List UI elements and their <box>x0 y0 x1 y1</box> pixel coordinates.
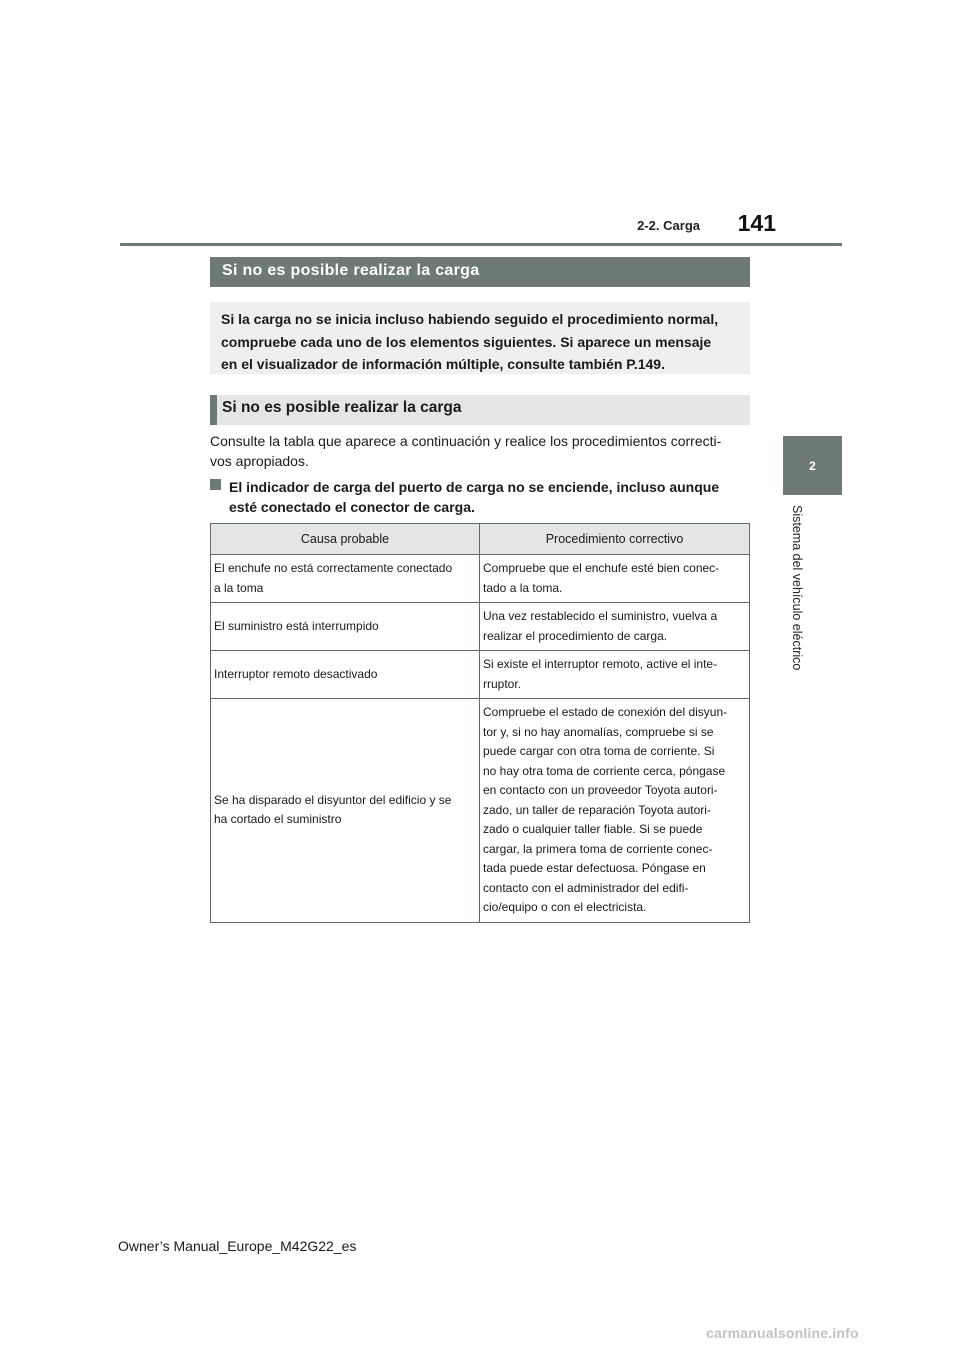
body-line: vos apropiados. <box>210 453 309 469</box>
cell-line: contacto con el administrador del edifi- <box>483 880 689 895</box>
intro-line: compruebe cada uno de los elementos siguientes. Si aparece un mensaje <box>221 333 712 350</box>
body-line: Consulte la tabla que aparece a continuación y realice los procedimientos correcti- <box>210 433 722 449</box>
table-row <box>211 699 750 923</box>
remedy-cell <box>480 603 750 651</box>
body-paragraph <box>210 431 755 471</box>
cell-line: Compruebe el estado de conexión del disyun- <box>483 705 728 719</box>
cell-line: rruptor. <box>483 676 522 691</box>
subheading-accent <box>210 395 217 425</box>
bullet-line: esté conectado el conector de carga. <box>229 499 475 515</box>
cell-line: ha cortado el suministro <box>214 812 342 827</box>
cell-line: tor y, si no hay anomalías, compruebe si se <box>483 724 714 739</box>
remedy-cell <box>480 555 750 603</box>
chapter-tab: 2 <box>783 436 842 495</box>
cell-line: Compruebe que el enchufe esté bien conec- <box>483 561 720 575</box>
intro-box <box>210 302 750 374</box>
cause-cell <box>211 699 480 923</box>
table-row <box>211 555 750 603</box>
bullet-heading <box>210 477 755 517</box>
table-row <box>211 603 750 651</box>
cell-line: zado o cualquier taller fiable. Si se puede <box>483 822 703 836</box>
cell-line: puede cargar con otra toma de corriente. Si <box>483 744 715 758</box>
column-header-cause: Causa probable <box>211 524 480 555</box>
cell-line: en contacto con un proveedor Toyota autori- <box>483 783 718 797</box>
watermark-link[interactable]: carmanualsonline.info <box>706 1325 859 1341</box>
column-header-remedy: Procedimiento correctivo <box>480 524 750 555</box>
table-header-row <box>211 524 750 555</box>
cell-line: zado, un taller de reparación Toyota autori- <box>483 802 711 817</box>
cell-line: Si existe el interruptor remoto, active el inte- <box>483 657 718 671</box>
cell-line: El suministro está interrumpido <box>214 618 379 633</box>
cell-line: tada puede estar defectuosa. Póngase en <box>483 861 706 875</box>
cause-cell <box>211 603 480 651</box>
cell-line: Interruptor remoto desactivado <box>214 666 378 681</box>
intro-line: en el visualizador de información múltiple, consulte también P.149. <box>221 356 665 372</box>
subheading-bar <box>210 395 750 425</box>
header-rule <box>120 243 842 246</box>
remedy-cell <box>480 699 750 923</box>
subheading-text: Si no es posible realizar la carga <box>222 399 462 416</box>
intro-line: Si la carga no se inicia incluso habiendo seguido el procedimiento normal, <box>221 311 719 327</box>
chapter-title-vertical: Sistema del vehículo eléctrico <box>790 505 804 671</box>
section-label: 2-2. Carga <box>637 218 700 233</box>
cause-cell <box>211 555 480 603</box>
cell-line: cargar, la primera toma de corriente conec- <box>483 841 713 856</box>
cell-line: tado a la toma. <box>483 580 563 595</box>
remedy-cell <box>480 651 750 699</box>
cell-line: realizar el procedimiento de carga. <box>483 628 668 643</box>
footer-manual-id: Owner’s Manual_Europe_M42G22_es <box>118 1238 357 1254</box>
cell-line: no hay otra toma de corriente cerca, póngase <box>483 763 726 778</box>
page-number: 141 <box>737 210 776 236</box>
table-row <box>211 651 750 699</box>
cell-line: Se ha disparado el disyuntor del edificio y se <box>214 792 452 807</box>
cell-line: El enchufe no está correctamente conectado <box>214 561 453 575</box>
bullet-line: El indicador de carga del puerto de carga no se enciende, incluso aunque <box>229 479 720 495</box>
section-title-bar: Si no es posible realizar la carga <box>210 257 750 287</box>
troubleshooting-table <box>210 523 750 923</box>
cell-line: a la toma <box>214 580 264 595</box>
cell-line: cio/equipo o con el electricista. <box>483 900 647 914</box>
cell-line: Una vez restablecido el suministro, vuelva a <box>483 609 718 623</box>
square-bullet-icon <box>210 479 221 490</box>
cause-cell <box>211 651 480 699</box>
